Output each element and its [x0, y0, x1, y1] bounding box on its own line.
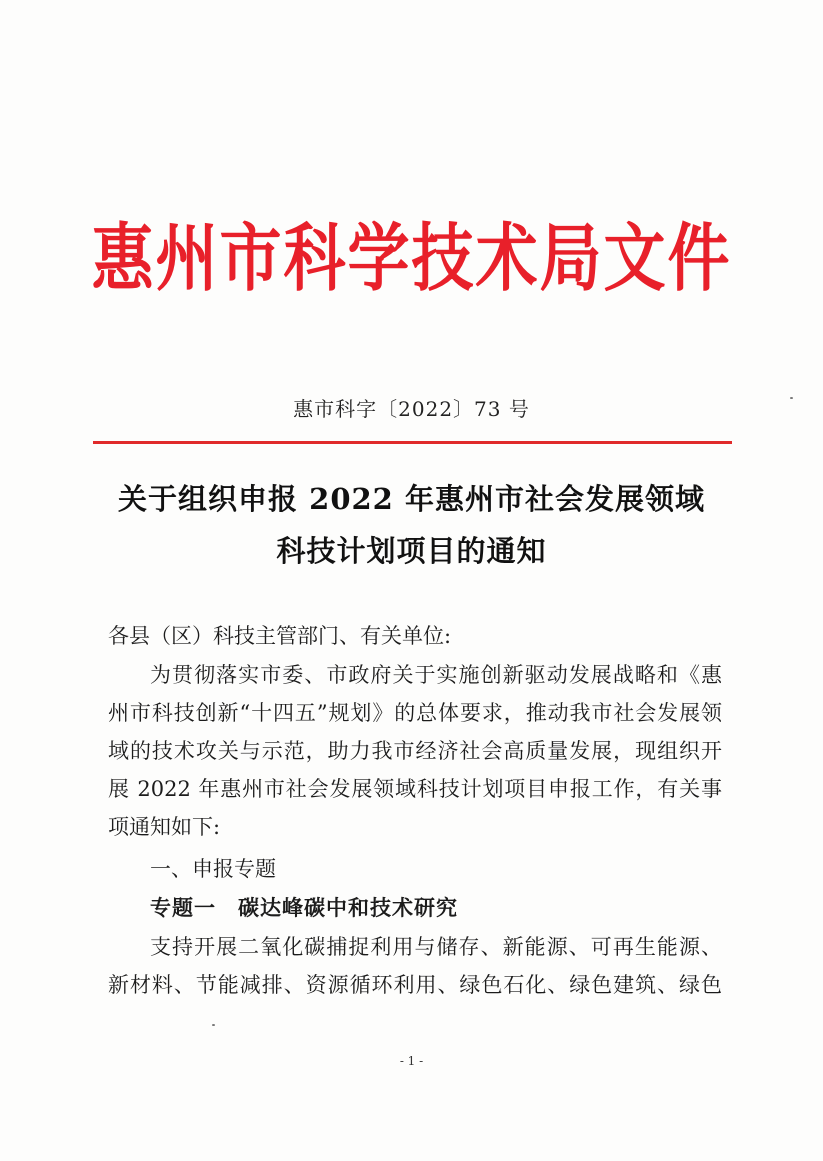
- intro-paragraph-line: 为贯彻落实市委、市政府关于实施创新驱动发展战略和《惠: [150, 663, 722, 687]
- intro-paragraph-line: 项通知如下:: [108, 815, 221, 839]
- document-number: 惠市科字〔2022〕73 号: [293, 397, 530, 421]
- topic-heading: 专题一 碳达峰碳中和技术研究: [150, 895, 458, 920]
- intro-paragraph-line: 展 2022 年惠州市社会发展领域科技计划项目申报工作，有关事: [108, 777, 722, 801]
- intro-paragraph-line: 域的技术攻关与示范，助力我市经济社会高质量发展，现组织开: [108, 739, 722, 763]
- recipient-line: 各县（区）科技主管部门、有关单位:: [108, 624, 452, 648]
- topic-paragraph-line: 支持开展二氧化碳捕捉利用与储存、新能源、可再生能源、: [150, 935, 722, 959]
- intro-paragraph-line: 州市科技创新“十四五”规划》的总体要求，推动我市社会发展领: [108, 701, 722, 725]
- scan-speck: [790, 397, 793, 399]
- page-number: - 1 -: [399, 1054, 424, 1068]
- notice-title-line-2: 科技计划项目的通知: [276, 534, 547, 568]
- notice-title-line-1: 关于组织申报 2022 年惠州市社会发展领域: [118, 482, 705, 516]
- agency-header-title: 惠州市科学技术局文件: [91, 214, 732, 302]
- section-heading: 一、申报专题: [150, 857, 276, 881]
- scan-speck: [212, 1024, 215, 1026]
- red-divider-line: [93, 441, 732, 444]
- topic-paragraph-line: 新材料、节能减排、资源循环利用、绿色石化、绿色建筑、绿色: [108, 973, 722, 997]
